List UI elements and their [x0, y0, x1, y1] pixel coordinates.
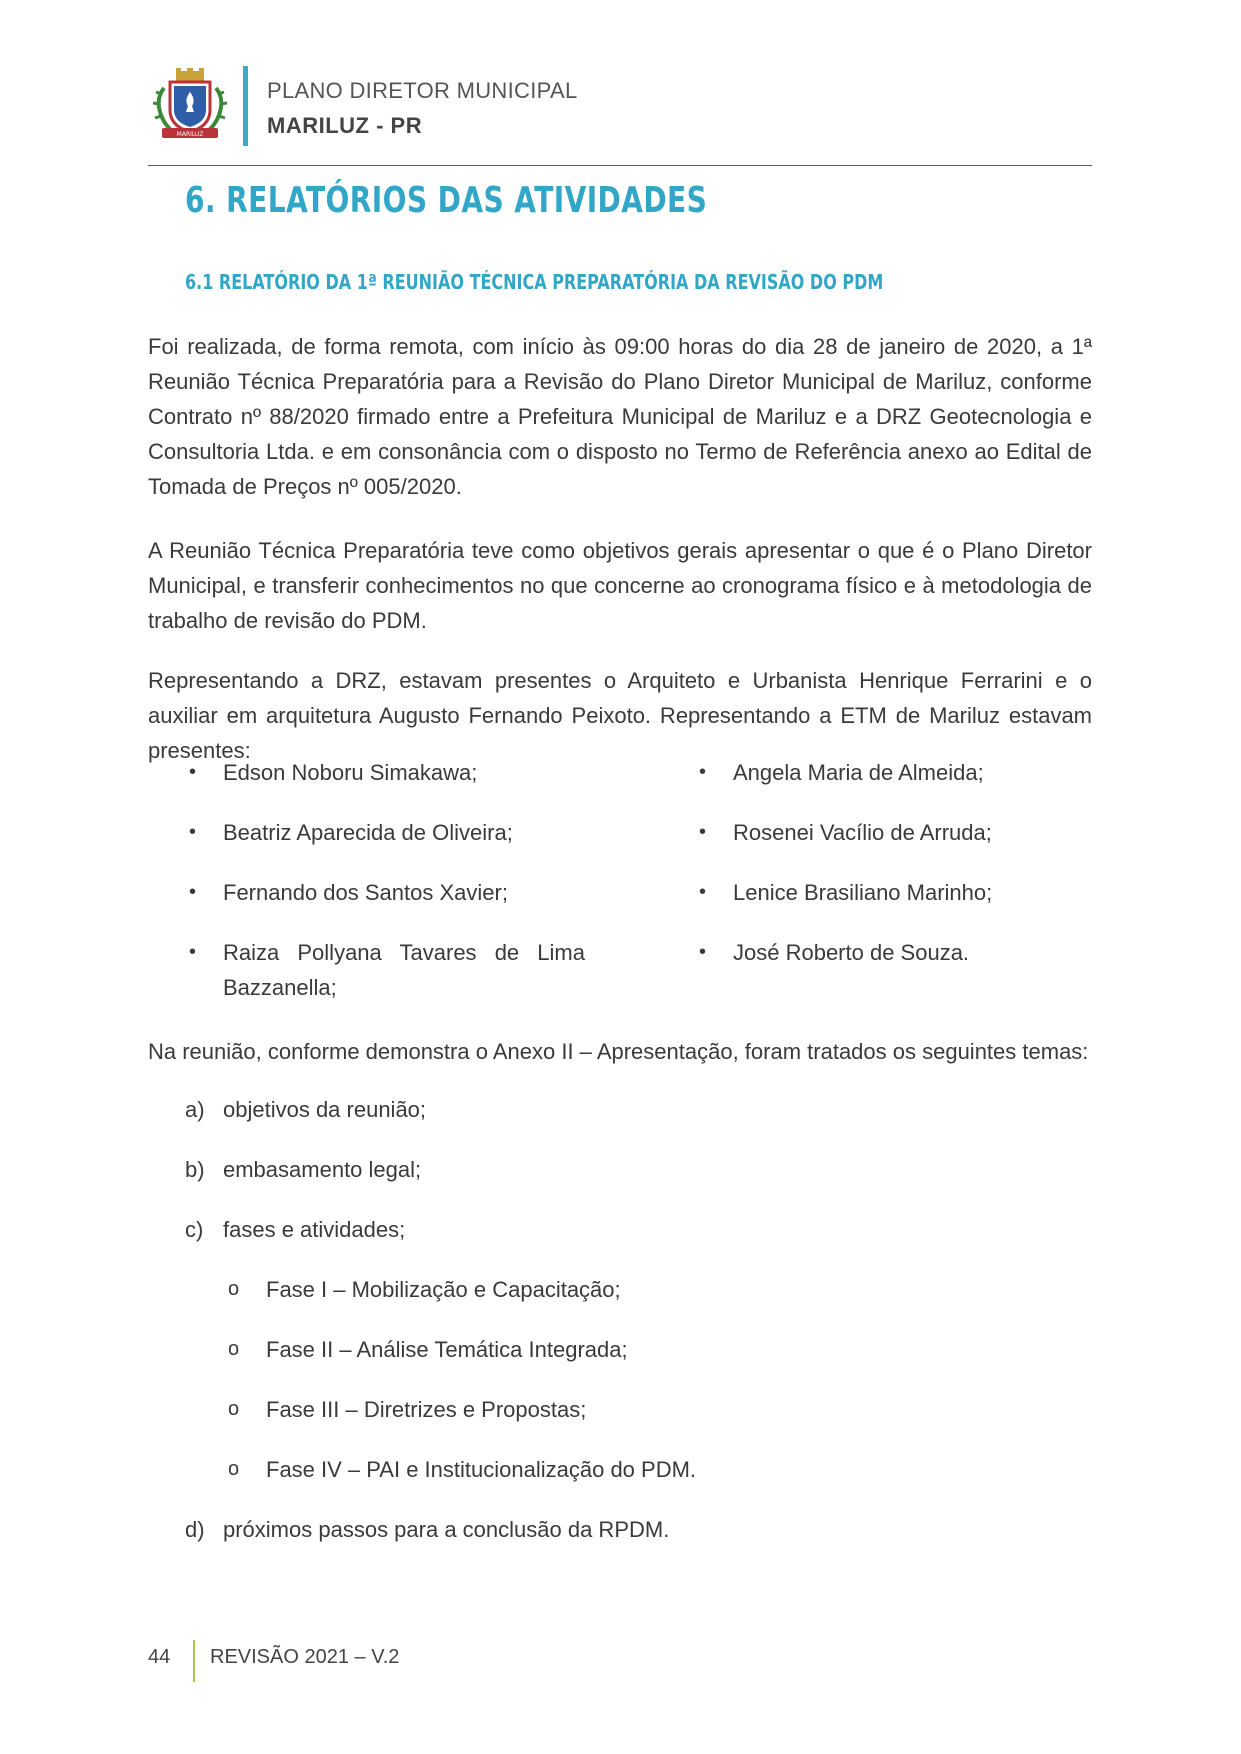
bullet-icon: •	[699, 881, 707, 903]
topic-marker: b)	[185, 1157, 205, 1182]
section-title: 6. RELATÓRIOS DAS ATIVIDADES	[185, 180, 708, 221]
list-item	[695, 935, 1075, 970]
participant-name: Raiza Pollyana Tavares de Lima Bazzanella;	[223, 940, 585, 1000]
header-municipality: MARILUZ - PR	[267, 113, 423, 138]
header-accent-bar	[243, 66, 248, 146]
topic-text: próximos passos para a conclusão da RPDM.	[223, 1517, 670, 1542]
participant-name: Rosenei Vacílio de Arruda;	[733, 820, 992, 845]
topic-text: embasamento legal;	[223, 1157, 422, 1182]
topic-text: objetivos da reunião;	[223, 1097, 427, 1122]
topic-item	[185, 1212, 1085, 1247]
bullet-icon: •	[189, 761, 197, 783]
footer-revision: REVISÃO 2021 – V.2	[210, 1646, 400, 1668]
topic-text: fases e atividades;	[223, 1217, 406, 1242]
header-divider	[148, 165, 1092, 166]
list-item	[695, 815, 1075, 850]
topic-item	[185, 1512, 1085, 1547]
bullet-icon: •	[699, 941, 707, 963]
bullet-icon: •	[189, 821, 197, 843]
phase-text: Fase I – Mobilização e Capacitação;	[266, 1277, 621, 1302]
participant-name: Angela Maria de Almeida;	[733, 760, 984, 785]
bullet-icon: •	[189, 881, 197, 903]
circle-bullet-icon: o	[228, 1398, 240, 1420]
bullet-icon: •	[189, 941, 197, 963]
participant-name: Fernando dos Santos Xavier;	[223, 880, 508, 905]
phase-item	[185, 1452, 1085, 1487]
phase-item	[185, 1332, 1085, 1367]
phase-text: Fase IV – PAI e Institucionalização do PDM.	[266, 1457, 697, 1482]
paragraph-topics-intro: Na reunião, conforme demonstra o Anexo II – Apresentação, foram tratados os seguintes temas:	[148, 1039, 1089, 1064]
topic-item	[185, 1092, 1085, 1127]
subsection-title: 6.1 RELATÓRIO DA 1ª REUNIÃO TÉCNICA PREPARATÓRIA DA REVISÃO DO PDM	[185, 270, 884, 294]
paragraph-meeting-intro: Foi realizada, de forma remota, com início às 09:00 horas do dia 28 de janeiro de 2020, a 1ª Reunião Técnica Preparatória para a Revisão do Plano Diretor Municipal de Mariluz, conforme Contrato nº 88/2020 firmado entre a Prefeitura Municipal de Mariluz e a DRZ Geotecnologia e Consultoria Ltda. e em consonância com o disposto no Termo de Referência anexo ao Edital de Tomada de Preços nº 005/2020.	[148, 334, 1092, 499]
phase-text: Fase II – Análise Temática Integrada;	[266, 1337, 628, 1362]
participant-name: Edson Noboru Simakawa;	[223, 760, 478, 785]
circle-bullet-icon: o	[228, 1338, 240, 1360]
bullet-icon: •	[699, 761, 707, 783]
municipal-coat-of-arms-logo	[150, 68, 230, 144]
list-item	[695, 755, 1075, 790]
phase-item	[185, 1392, 1085, 1427]
circle-bullet-icon: o	[228, 1458, 240, 1480]
topic-item	[185, 1152, 1085, 1187]
participant-name: Lenice Brasiliano Marinho;	[733, 880, 993, 905]
paragraph-objectives: A Reunião Técnica Preparatória teve como objetivos gerais apresentar o que é o Plano Diretor Municipal, e transferir conhecimentos no que concerne ao cronograma físico e à metodologia de trabalho de revisão do PDM.	[148, 538, 1092, 633]
logo-banner-text: MARILUZ	[176, 131, 204, 138]
phase-item	[185, 1272, 1085, 1307]
topic-marker: c)	[185, 1217, 204, 1242]
circle-bullet-icon: o	[228, 1278, 240, 1300]
list-item	[185, 935, 585, 1005]
list-item	[185, 815, 585, 850]
paragraph-attendees: Representando a DRZ, estavam presentes o Arquiteto e Urbanista Henrique Ferrarini e o auxiliar em arquitetura Augusto Fernando Peixoto. Representando a ETM de Mariluz estavam presentes:	[148, 668, 1092, 763]
participants-right-column	[695, 755, 1075, 995]
page-number: 44	[148, 1646, 171, 1668]
list-item	[185, 875, 585, 910]
list-item	[695, 875, 1075, 910]
participants-left-column	[185, 755, 585, 1030]
header-document-title: PLANO DIRETOR MUNICIPAL	[267, 78, 578, 103]
footer-divider	[193, 1640, 195, 1682]
topic-marker: a)	[185, 1097, 205, 1122]
participant-name: Beatriz Aparecida de Oliveira;	[223, 820, 513, 845]
bullet-icon: •	[699, 821, 707, 843]
participant-name: José Roberto de Souza.	[733, 940, 970, 965]
topic-marker: d)	[185, 1517, 205, 1542]
list-item	[185, 755, 585, 790]
phase-text: Fase III – Diretrizes e Propostas;	[266, 1397, 587, 1422]
topics-list	[185, 1092, 1085, 1572]
